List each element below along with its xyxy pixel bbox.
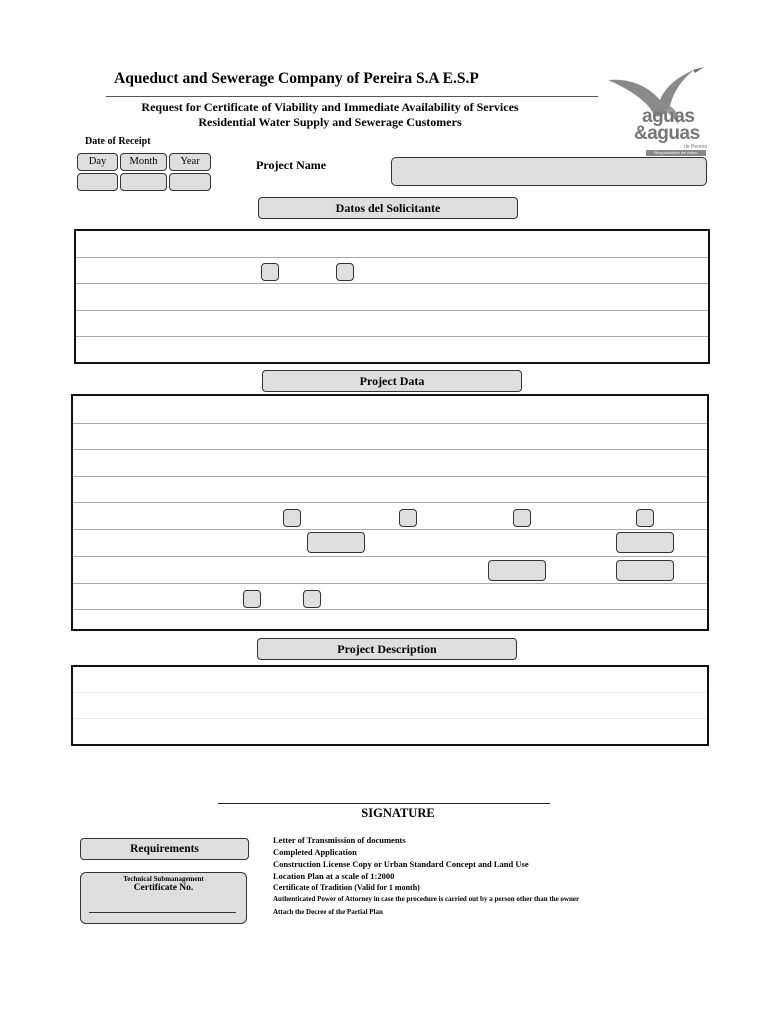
year-label: Year [169, 153, 211, 171]
project-data-field-1[interactable] [307, 532, 365, 553]
project-data-checkbox-3[interactable] [513, 509, 531, 527]
table-row-divider [73, 529, 707, 530]
day-label: Day [77, 153, 118, 171]
requirement-item: Completed Application [273, 847, 357, 857]
project-name-label: Project Name [256, 158, 327, 172]
table-row-divider [76, 283, 708, 284]
signature-label: SIGNATURE [361, 806, 435, 820]
date-of-receipt-label: Date of Receipt [85, 136, 151, 147]
table-row-divider [73, 476, 707, 477]
table-row-divider [73, 609, 707, 610]
certificate-subtitle: Technical Submanagement [123, 875, 204, 883]
title-divider [106, 96, 598, 97]
logo-location: de Pereira [684, 144, 708, 150]
project-description-section-header: Project Description [257, 638, 517, 660]
company-logo [600, 60, 720, 160]
applicant-option-checkbox-2[interactable] [336, 263, 354, 281]
project-data-field-2[interactable] [616, 532, 674, 553]
project-data-section-header: Project Data [262, 370, 522, 392]
month-label: Month [120, 153, 167, 171]
requirement-item: Attach the Decree of the Partial Plan [273, 908, 383, 916]
table-row-divider [73, 583, 707, 584]
month-input[interactable] [120, 173, 167, 191]
table-row-divider [73, 502, 707, 503]
logo-word2: &aguas [634, 123, 700, 144]
project-name-input[interactable] [391, 157, 707, 186]
project-data-checkbox-2[interactable] [399, 509, 417, 527]
project-description-box[interactable] [71, 665, 709, 746]
logo-word1: aguas [642, 106, 695, 127]
requirement-item: Certificate of Tradition (Valid for 1 month) [273, 883, 420, 892]
project-data-checkbox-4[interactable] [636, 509, 654, 527]
certificate-number-label: Certificate No. [133, 883, 194, 893]
project-data-table [71, 394, 709, 631]
table-row-divider [76, 257, 708, 258]
table-row-divider [73, 556, 707, 557]
project-data-checkbox-6[interactable] [303, 590, 321, 608]
year-input[interactable] [169, 173, 211, 191]
form-subtitle-line2: Residential Water Supply and Sewerage Customers [198, 115, 462, 129]
project-data-checkbox-1[interactable] [283, 509, 301, 527]
table-row-divider [76, 336, 708, 337]
requirement-item: Construction License Copy or Urban Standard Concept and Land Use [273, 859, 529, 869]
applicant-table [74, 229, 710, 364]
requirement-item: Location Plan at a scale of 1:2000 [273, 871, 395, 881]
certificate-number-line [89, 912, 236, 913]
table-row-divider [76, 310, 708, 311]
project-data-checkbox-5[interactable] [243, 590, 261, 608]
logo-tagline: Responsables del futuro [646, 150, 706, 156]
requirements-header: Requirements [80, 838, 249, 860]
form-subtitle-line1: Request for Certificate of Viability and Immediate Availability of Services [141, 100, 519, 114]
table-row-divider [73, 718, 707, 719]
certificate-box [80, 872, 247, 924]
project-data-field-4[interactable] [616, 560, 674, 581]
table-row-divider [73, 692, 707, 693]
table-row-divider [73, 449, 707, 450]
day-input[interactable] [77, 173, 118, 191]
requirement-item: Letter of Transmission of documents [273, 835, 406, 845]
applicant-section-header: Datos del Solicitante [258, 197, 518, 219]
project-data-field-3[interactable] [488, 560, 546, 581]
requirement-item: Authenticated Power of Attorney in case the procedure is carried out by a person other than the owner [273, 895, 580, 903]
signature-line [218, 803, 550, 804]
table-row-divider [73, 423, 707, 424]
applicant-option-checkbox-1[interactable] [261, 263, 279, 281]
company-title: Aqueduct and Sewerage Company of Pereira S.A E.S.P [114, 70, 479, 87]
